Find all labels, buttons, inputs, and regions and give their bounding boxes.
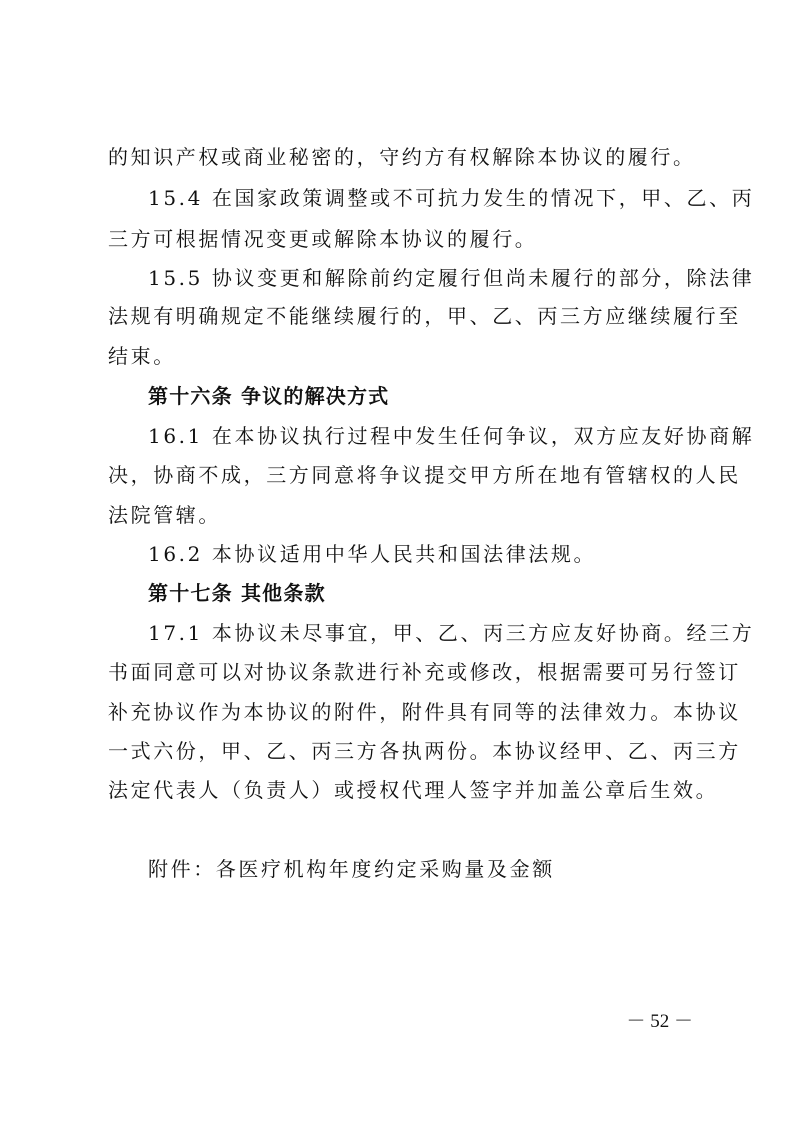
section-17-heading: 第十七条 其他条款 [148,581,326,605]
section-16-heading: 第十六条 争议的解决方式 [148,384,390,408]
clause-17-1-line-2: 书面同意可以对协议条款进行补充或修改，根据需要可另行签订 [108,660,741,684]
clause-17-1-line-5: 法定代表人（负责人）或授权代理人签字并加盖公章后生效。 [108,778,719,802]
clause-15-5-line-3: 结束。 [108,344,176,368]
clause-15-5-line-1: 15.5 协议变更和解除前约定履行但尚未履行的部分，除法律 [148,266,755,290]
attachment-note: 附件：各医疗机构年度约定采购量及金额 [148,857,555,881]
clause-16-2: 16.2 本协议适用中华人民共和国法律法规。 [148,542,597,566]
clause-17-1-line-4: 一式六份，甲、乙、丙三方各执两份。本协议经甲、乙、丙三方 [108,739,741,763]
clause-16-1-line-2: 决，协商不成，三方同意将争议提交甲方所在地有管辖权的人民 [108,463,741,487]
clause-16-1-line-3: 法院管辖。 [108,503,221,527]
clause-15-4-line-1: 15.4 在国家政策调整或不可抗力发生的情况下，甲、乙、丙 [148,186,755,210]
paragraph-15-3-end: 的知识产权或商业秘密的，守约方有权解除本协议的履行。 [108,145,696,169]
clause-15-4-line-2: 三方可根据情况变更或解除本协议的履行。 [108,227,538,251]
clause-17-1-line-3: 补充协议作为本协议的附件，附件具有同等的法律效力。本协议 [108,700,741,724]
clause-17-1-line-1: 17.1 本协议未尽事宜，甲、乙、丙三方应友好协商。经三方 [148,621,755,645]
clause-16-1-line-1: 16.1 在本协议执行过程中发生任何争议，双方应友好协商解 [148,424,755,448]
clause-15-5-line-2: 法规有明确规定不能继续履行的，甲、乙、丙三方应继续履行至 [108,304,741,328]
page-number: － 52 － [626,1011,693,1032]
